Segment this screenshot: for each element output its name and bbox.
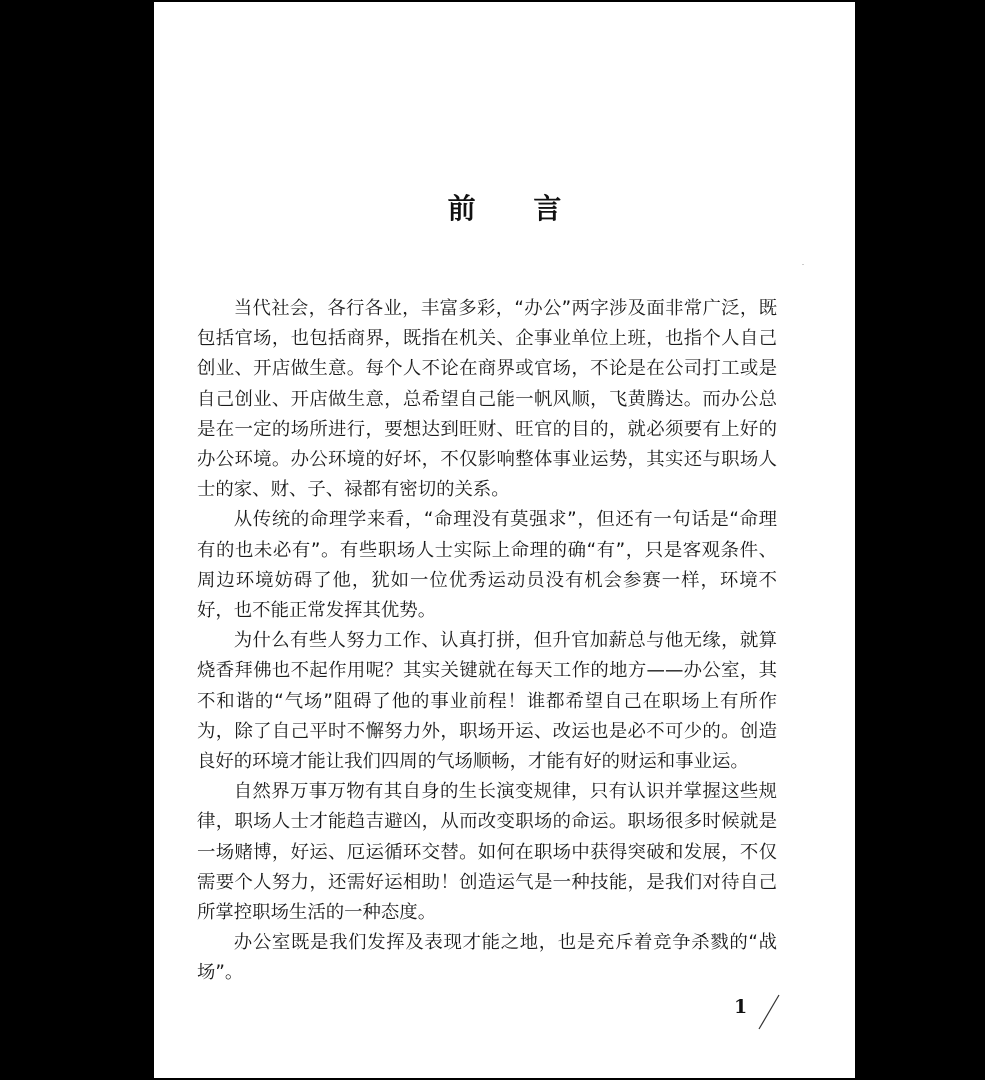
paragraph: 为什么有些人努力工作、认真打拼，但升官加薪总与他无缘，就算烧香拜佛也不起作用呢？其实关键就在每天工作的地方——办公室，其不和谐的“气场”阻碍了他的事业前程！谁都希望自己在职场上有所作为，除了自己平时不懈努力外，职场开运、改运也是必不可少的。创造良好的环境才能让我们四周的气场顺畅，才能有好的财运和事业运。 [197,630,777,773]
body-text [197,294,777,989]
scan-speck [802,264,804,265]
paragraph: 办公室既是我们发挥及表现才能之地，也是充斥着竞争杀戮的“战场”。 [197,932,777,984]
page-number: 1 [734,996,748,1018]
paragraph: 从传统的命理学来看，“命理没有莫强求”，但还有一句话是“命理有的也未必有”。有些职场人士实际上命理的确“有”，只是客观条件、周边环境妨碍了他，犹如一位优秀运动员没有机会参赛一样，环境不好，也不能正常发挥其优势。 [197,509,777,622]
document-page [154,2,855,1078]
paragraph: 自然界万事万物有其自身的生长演变规律，只有认识并掌握这些规律，职场人士才能趋吉避凶，从而改变职场的命运。职场很多时候就是一场赌博，好运、厄运循环交替。如何在职场中获得突破和发展，不仅需要个人努力，还需好运相助！创造运气是一种技能，是我们对待自己所掌控职场生活的一种态度。 [197,781,777,924]
paragraph: 当代社会，各行各业，丰富多彩，“办公”两字涉及面非常广泛，既包括官场，也包括商界，既指在机关、企事业单位上班，也指个人自己创业、开店做生意。每个人不论在商界或官场，不论是在公司打工或是自己创业、开店做生意，总希望自己能一帆风顺，飞黄腾达。而办公总是在一定的场所进行，要想达到旺财、旺官的目的，就必须要有上好的办公环境。办公环境的好坏，不仅影响整体事业运势，其实还与职场人士的家、财、子、禄都有密切的关系。 [197,298,777,501]
folio-slash-icon [758,994,780,1030]
page-title: 前 言 [447,192,586,225]
